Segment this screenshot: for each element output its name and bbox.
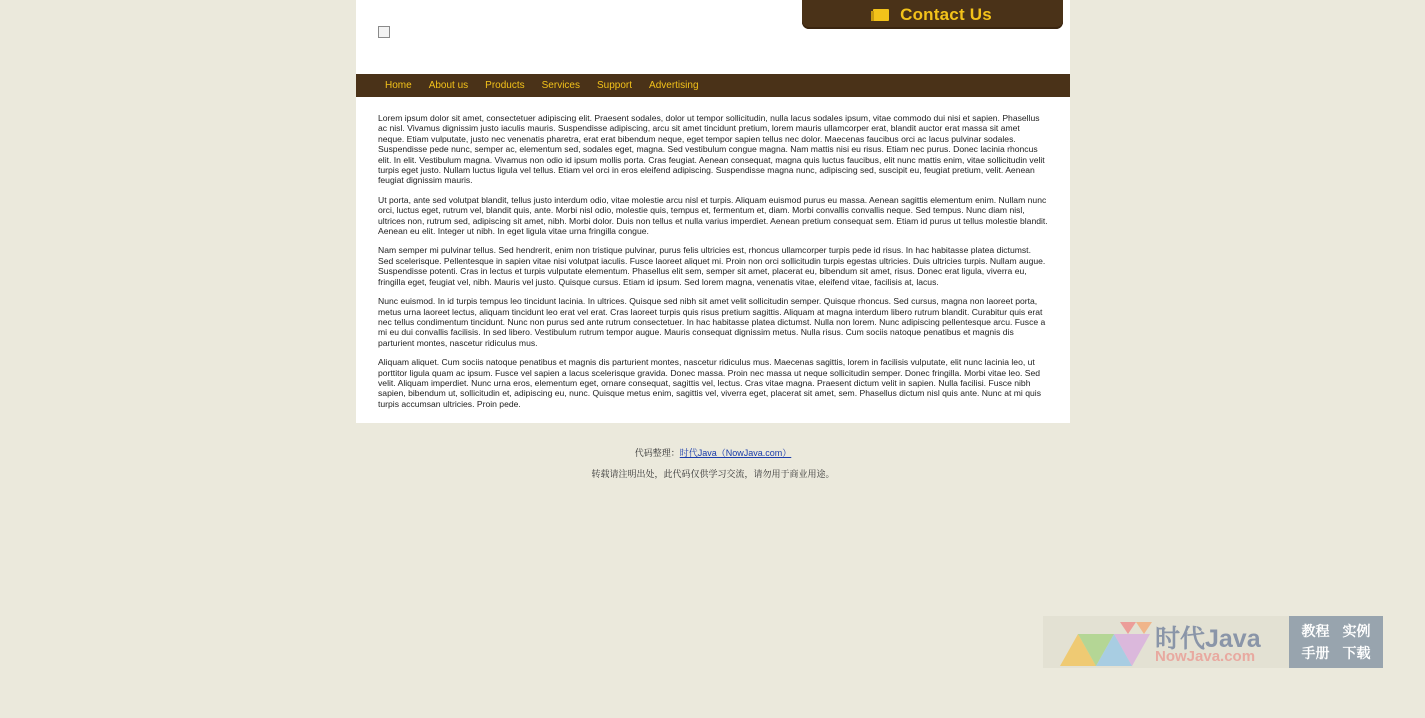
badge-logo-area[interactable] [1043, 616, 1289, 668]
content-paragraph: Nunc euismod. In id turpis tempus leo tincidunt lacinia. In ultrices. Quisque sed nibh sit amet velit sollicitudin semper. Quisque rhoncus. Sed cursus, magna non laoreet porta, metus urna laoreet lectus, aliquam tincidunt leo erat vel erat. Cras laoreet turpis quis risus pretium sagittis. Aliquam at magna interdum libero rutrum blandit. Curabitur quis erat nec tellus condimentum tincidunt. Nunc non purus sed ante rutrum consectetuer. In hac habitasse platea dictumst. Nulla non lorem. Nunc adipiscing pellentesque arcu. Fusce a mi eu dui convallis facilisis. In sed libero. Vestibulum rutrum tempor augue. Mauris consequat dignissim metus. Nulla risus. Cum sociis natoque penatibus et magnis dis parturient montes, nascetur ridiculus mus. [378, 296, 1046, 348]
nav-products[interactable]: Products [485, 80, 525, 91]
content-paragraph: Aliquam aliquet. Cum sociis natoque penatibus et magnis dis parturient montes, nascetur ridiculus mus. Maecenas sagittis, lorem in facilisis vulputate, elit nunc lacinia leo, ut porttitor ligula quam ac ipsum. Fusce vel sapien a lacus scelerisque gravida. Donec massa. Proin nec massa ut neque sollicitudin semper. Donec fringilla. Morbi vitae leo. Sed velit. Aliquam imperdiet. Nunc urna eros, elementum eget, ornare consequat, sagittis vel, lectus. Cras vitae magna. Praesent dictum velit in sapien. Nulla facilisi. Fusce nibh sapien, bibendum ut, sollicitudin et, adipiscing eu, nunc. Quisque metus enim, sagittis vel, viverra eget, placerat sit amet, sem. Phasellus dictum nisl quis ante. Nunc at mi quis turpis accumsan ultricies. Proin pede. [378, 357, 1041, 409]
badge-subtitle: NowJava.com [1155, 648, 1256, 665]
footer-notice: 转载请注明出处，此代码仅供学习交流，请勿用于商业用途。 [591, 469, 835, 479]
nowjava-badge[interactable] [1043, 616, 1383, 668]
footer-credit-link[interactable]: 时代Java（NowJava.com） [679, 448, 792, 458]
page-container [356, 0, 1070, 423]
broken-logo-image [378, 26, 390, 38]
contact-us-button[interactable] [802, 0, 1063, 29]
triangle-logo-icon [1060, 620, 1160, 666]
footer-credit [356, 446, 1070, 459]
content-paragraph: Ut porta, ante sed volutpat blandit, tellus justo interdum odio, vitae molestie arcu nisl et turpis. Aliquam euismod purus eu massa. Aenean sagittis elementum enim. Nullam nunc orci, luctus eget, rutrum vel, blandit quis, ante. Morbi nisl odio, molestie quis, tempus et, fermentum et, diam. Morbi convallis convallis neque. Sed tempus. Nunc diam nisl, ultrices non, rutrum sed, adipiscing sit amet, nibh. Morbi dolor. Duis non tellus et nulla varius imperdiet. Aenean pretium consequat sem. Etiam id purus ut tellus molestie blandit. Aenean eu elit. Integer ut nibh. In eget ligula vitae urna fringilla congue. [378, 194, 1048, 237]
contact-us-label: Contact Us [900, 4, 992, 24]
badge-link-download[interactable]: 下载 [1342, 645, 1371, 661]
main-content [356, 97, 1070, 423]
folder-icon [873, 9, 889, 21]
nav-advertising[interactable]: Advertising [649, 80, 699, 91]
badge-link-manual[interactable]: 手册 [1301, 645, 1330, 661]
content-paragraph: Lorem ipsum dolor sit amet, consectetuer adipiscing elit. Praesent sodales, dolor ut tempor sollicitudin, nulla lacus sodales ipsum, vitae commodo dui nisi et sapien. Phasellus ac nisl. Vivamus dignissim justo iaculis mauris. Suspendisse adipiscing, arcu sit amet tincidunt pretium, lorem mauris ullamcorper erat, blandit auctor erat massa sit amet neque. Etiam vulputate, justo nec venenatis pharetra, erat erat bibendum neque, eget tempor sapien tellus nec dolor. Maecenas faucibus orci ac lacus pulvinar sodales. Suspendisse pede nunc, semper ac, elementum sed, sodales eget, magna. Sed vestibulum congue magna. Nam mattis nisi eu risus. Etiam nec purus. Donec lacinia rhoncus elit. In elit. Vestibulum magna. Vivamus non odio id ipsum mollis porta. Cras feugiat. Aenean consequat, magna quis luctus faucibus, elit nunc mattis enim, vitae sollicitudin velit turpis eget justo. Nullam luctus ligula vel tellus. Etiam vel orci in eros eleifend adipiscing. Suspendisse magna nunc, adipiscing sed, suscipit eu, feugiat pretium, velit. Aenean feugiat dignissim mauris. [378, 113, 1045, 186]
badge-title: 时代Java [1155, 625, 1261, 653]
badge-link-tutorial[interactable]: 教程 [1301, 623, 1330, 639]
footer-credit-prefix: 代码整理： [634, 448, 680, 458]
nav-support[interactable]: Support [597, 80, 633, 91]
header [356, 0, 1070, 74]
main-nav [356, 74, 1070, 97]
content-paragraph: Nam semper mi pulvinar tellus. Sed hendrerit, enim non tristique pulvinar, purus felis ultricies est, rhoncus ullamcorper turpis pede id risus. In hac habitasse platea dictumst. Sed scelerisque. Pellentesque in sapien vitae nisi volutpat iaculis. Fusce laoreet aliquet mi. Proin non orci sollicitudin turpis egestas ultricies. Duis ultricies turpis. Nullam augue. Suspendisse potenti. Cras in lectus et turpis vulputate elementum. Phasellus elit sem, semper sit amet, placerat eu, bibendum sit amet, risus. Donec erat ligula, viverra eu, fringilla eget, feugiat vel, nibh. Mauris vel justo. Quisque cursus. Etiam id ipsum. Sed lorem magna, venenatis vitae, eleifend vitae, facilisis at, lacus. [378, 245, 1046, 287]
nav-about-us[interactable]: About us [428, 80, 469, 91]
nav-services[interactable]: Services [541, 80, 580, 91]
nav-home[interactable]: Home [385, 80, 412, 91]
badge-link-examples[interactable]: 实例 [1342, 623, 1371, 639]
badge-links [1289, 616, 1383, 668]
